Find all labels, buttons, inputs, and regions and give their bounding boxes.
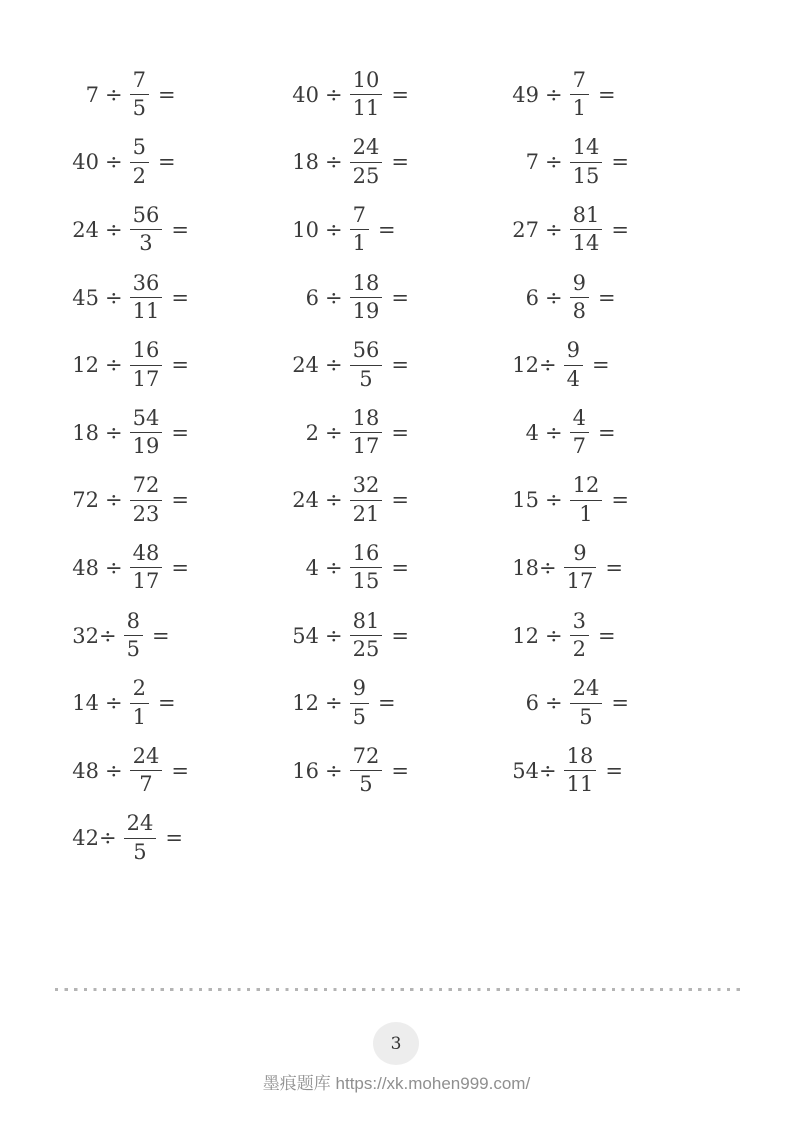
denominator: 17 — [352, 434, 380, 459]
dividend: 16 — [292, 758, 319, 783]
numerator: 32 — [350, 474, 383, 501]
denominator: 5 — [579, 704, 593, 729]
problem — [505, 677, 725, 729]
divide-sign: ÷ — [325, 150, 343, 175]
fraction — [130, 272, 163, 324]
dividend: 12 — [512, 353, 539, 378]
problem — [505, 542, 725, 594]
numerator: 56 — [350, 339, 383, 366]
numerator: 2 — [130, 677, 149, 704]
problem — [505, 136, 725, 188]
problem — [65, 69, 285, 121]
divide-sign: ÷ — [105, 353, 123, 378]
divide-sign: ÷ — [105, 555, 123, 580]
dividend: 32 — [72, 623, 99, 648]
denominator: 21 — [352, 501, 380, 526]
problem — [285, 610, 505, 662]
fraction — [350, 69, 383, 121]
fraction — [130, 542, 163, 594]
problem — [65, 812, 285, 864]
denominator: 1 — [579, 501, 593, 526]
dividend: 12 — [292, 691, 319, 716]
numerator: 5 — [130, 136, 149, 163]
denominator: 1 — [572, 96, 586, 121]
dividend: 27 — [512, 217, 539, 242]
problem-row — [65, 805, 745, 873]
fraction — [570, 677, 603, 729]
problem — [285, 272, 505, 324]
divide-sign: ÷ — [545, 488, 563, 513]
problem — [65, 407, 285, 459]
problem — [65, 272, 285, 324]
divide-sign: ÷ — [105, 217, 123, 242]
dividend: 6 — [525, 691, 539, 716]
numerator: 16 — [350, 542, 383, 569]
denominator: 1 — [132, 704, 146, 729]
fraction — [130, 745, 163, 797]
denominator: 11 — [352, 96, 380, 121]
numerator: 36 — [130, 272, 163, 299]
divide-sign: ÷ — [325, 217, 343, 242]
numerator: 24 — [130, 745, 163, 772]
equals-sign: = — [171, 217, 189, 242]
equals-sign: = — [597, 82, 616, 107]
divide-sign: ÷ — [105, 488, 123, 513]
fraction — [130, 204, 163, 256]
numerator: 9 — [564, 339, 583, 366]
denominator: 25 — [352, 163, 380, 188]
equals-sign: = — [605, 758, 623, 783]
problem — [505, 407, 725, 459]
fraction — [130, 136, 149, 188]
fraction — [124, 812, 157, 864]
divide-sign: ÷ — [539, 353, 557, 378]
dividend: 24 — [292, 353, 319, 378]
divide-sign: ÷ — [105, 150, 123, 175]
divide-sign: ÷ — [99, 623, 117, 648]
denominator: 15 — [572, 163, 600, 188]
problem — [505, 339, 725, 391]
numerator: 9 — [350, 677, 369, 704]
numerator: 81 — [570, 204, 603, 231]
page-number-badge — [373, 1022, 419, 1065]
equals-sign: = — [391, 488, 409, 513]
equals-sign: = — [377, 691, 396, 716]
denominator: 14 — [572, 231, 600, 256]
equals-sign: = — [611, 488, 629, 513]
problem — [505, 474, 725, 526]
problem-row — [65, 61, 745, 129]
divide-sign: ÷ — [545, 420, 563, 445]
numerator: 14 — [570, 136, 603, 163]
problem-row — [65, 669, 745, 737]
numerator: 16 — [130, 339, 163, 366]
problem — [285, 745, 505, 797]
denominator: 17 — [132, 366, 160, 391]
equals-sign: = — [391, 82, 409, 107]
equals-sign: = — [157, 150, 176, 175]
problem — [65, 745, 285, 797]
denominator: 7 — [139, 772, 153, 797]
denominator: 2 — [572, 637, 586, 662]
fraction — [570, 204, 603, 256]
divide-sign: ÷ — [325, 420, 343, 445]
fraction — [130, 677, 149, 729]
denominator: 5 — [352, 704, 366, 729]
denominator: 8 — [572, 299, 586, 324]
divide-sign: ÷ — [105, 285, 123, 310]
fraction — [564, 745, 597, 797]
problem-row — [65, 602, 745, 670]
denominator: 5 — [126, 637, 140, 662]
denominator: 5 — [359, 366, 373, 391]
dividend: 24 — [72, 217, 99, 242]
divide-sign: ÷ — [325, 353, 343, 378]
numerator: 72 — [130, 474, 163, 501]
numerator: 9 — [564, 542, 597, 569]
fraction — [570, 407, 589, 459]
numerator: 54 — [130, 407, 163, 434]
dividend: 40 — [72, 150, 99, 175]
divide-sign: ÷ — [105, 758, 123, 783]
divide-sign: ÷ — [545, 623, 563, 648]
denominator: 15 — [352, 569, 380, 594]
fraction — [130, 339, 163, 391]
fraction — [124, 610, 143, 662]
equals-sign: = — [391, 285, 409, 310]
denominator: 5 — [132, 96, 146, 121]
equals-sign: = — [591, 353, 610, 378]
equals-sign: = — [157, 691, 176, 716]
numerator: 9 — [570, 272, 589, 299]
divide-sign: ÷ — [545, 285, 563, 310]
dividend: 54 — [292, 623, 319, 648]
problems-grid — [65, 61, 745, 872]
problem-row — [65, 534, 745, 602]
problem — [65, 542, 285, 594]
equals-sign: = — [391, 623, 409, 648]
fraction — [564, 339, 583, 391]
equals-sign: = — [597, 623, 616, 648]
problem — [285, 407, 505, 459]
problem — [285, 204, 505, 256]
problem — [505, 204, 725, 256]
problem — [65, 677, 285, 729]
divide-sign: ÷ — [545, 691, 563, 716]
equals-sign: = — [151, 623, 170, 648]
equals-sign: = — [391, 420, 409, 445]
problem — [285, 542, 505, 594]
fraction — [570, 272, 589, 324]
equals-sign: = — [597, 420, 616, 445]
denominator: 19 — [132, 434, 160, 459]
fraction — [570, 610, 589, 662]
equals-sign: = — [171, 353, 189, 378]
dividend: 15 — [512, 488, 539, 513]
numerator: 7 — [570, 69, 589, 96]
page-number: 3 — [390, 1033, 402, 1054]
equals-sign: = — [171, 488, 189, 513]
dotted-divider — [55, 988, 740, 991]
equals-sign: = — [611, 691, 629, 716]
dividend: 7 — [525, 150, 539, 175]
denominator: 17 — [132, 569, 160, 594]
denominator: 5 — [359, 772, 373, 797]
numerator: 18 — [564, 745, 597, 772]
equals-sign: = — [171, 555, 189, 580]
problem-row — [65, 399, 745, 467]
divide-sign: ÷ — [325, 623, 343, 648]
problem-row — [65, 129, 745, 197]
denominator: 2 — [132, 163, 146, 188]
problem — [285, 136, 505, 188]
dividend: 48 — [72, 555, 99, 580]
dividend: 4 — [305, 555, 319, 580]
problem — [505, 272, 725, 324]
dividend: 72 — [72, 488, 99, 513]
divide-sign: ÷ — [325, 82, 343, 107]
dividend: 54 — [512, 758, 539, 783]
numerator: 7 — [130, 69, 149, 96]
fraction — [130, 474, 163, 526]
fraction — [130, 407, 163, 459]
fraction — [350, 542, 383, 594]
numerator: 24 — [124, 812, 157, 839]
problem — [285, 677, 505, 729]
numerator: 56 — [130, 204, 163, 231]
dividend: 42 — [72, 826, 99, 851]
denominator: 5 — [133, 839, 147, 864]
problem — [65, 610, 285, 662]
problem — [285, 474, 505, 526]
dividend: 7 — [85, 82, 99, 107]
denominator: 7 — [572, 434, 586, 459]
divide-sign: ÷ — [105, 691, 123, 716]
problem — [285, 69, 505, 121]
divide-sign: ÷ — [539, 758, 557, 783]
equals-sign: = — [171, 420, 189, 445]
fraction — [130, 69, 149, 121]
denominator: 11 — [566, 772, 594, 797]
equals-sign: = — [165, 826, 183, 851]
problem — [65, 204, 285, 256]
problem — [65, 136, 285, 188]
fraction — [350, 745, 383, 797]
problem-row — [65, 331, 745, 399]
divide-sign: ÷ — [325, 555, 343, 580]
denominator: 11 — [132, 299, 160, 324]
divide-sign: ÷ — [545, 150, 563, 175]
dividend: 45 — [72, 285, 99, 310]
numerator: 24 — [350, 136, 383, 163]
fraction — [350, 204, 369, 256]
divide-sign: ÷ — [539, 555, 557, 580]
divide-sign: ÷ — [325, 488, 343, 513]
dividend: 18 — [512, 555, 539, 580]
fraction — [350, 339, 383, 391]
problem-row — [65, 467, 745, 535]
dividend: 12 — [72, 353, 99, 378]
denominator: 19 — [352, 299, 380, 324]
problem — [505, 745, 725, 797]
equals-sign: = — [377, 217, 396, 242]
numerator: 3 — [570, 610, 589, 637]
equals-sign: = — [391, 758, 409, 783]
problem-row — [65, 737, 745, 805]
dividend: 18 — [72, 420, 99, 445]
denominator: 1 — [352, 231, 366, 256]
divide-sign: ÷ — [545, 217, 563, 242]
denominator: 23 — [132, 501, 160, 526]
denominator: 3 — [139, 231, 153, 256]
denominator: 4 — [566, 366, 580, 391]
numerator: 48 — [130, 542, 163, 569]
divide-sign: ÷ — [105, 420, 123, 445]
problem — [65, 339, 285, 391]
dividend: 49 — [512, 82, 539, 107]
equals-sign: = — [611, 150, 629, 175]
numerator: 18 — [350, 407, 383, 434]
dividend: 18 — [292, 150, 319, 175]
divide-sign: ÷ — [325, 758, 343, 783]
denominator: 17 — [566, 569, 594, 594]
problem-row — [65, 196, 745, 264]
fraction — [570, 69, 589, 121]
divide-sign: ÷ — [325, 285, 343, 310]
fraction — [350, 610, 383, 662]
numerator: 4 — [570, 407, 589, 434]
equals-sign: = — [391, 353, 409, 378]
dividend: 6 — [305, 285, 319, 310]
equals-sign: = — [171, 285, 189, 310]
numerator: 81 — [350, 610, 383, 637]
problem — [505, 69, 725, 121]
dividend: 2 — [305, 420, 319, 445]
equals-sign: = — [605, 555, 623, 580]
equals-sign: = — [171, 758, 189, 783]
divide-sign: ÷ — [99, 826, 117, 851]
equals-sign: = — [597, 285, 616, 310]
fraction — [350, 474, 383, 526]
dividend: 12 — [512, 623, 539, 648]
dividend: 40 — [292, 82, 319, 107]
fraction — [570, 136, 603, 188]
dividend: 6 — [525, 285, 539, 310]
equals-sign: = — [391, 150, 409, 175]
fraction — [350, 677, 369, 729]
divide-sign: ÷ — [325, 691, 343, 716]
problem — [65, 474, 285, 526]
equals-sign: = — [157, 82, 176, 107]
fraction — [564, 542, 597, 594]
divide-sign: ÷ — [105, 82, 123, 107]
problem — [505, 610, 725, 662]
equals-sign: = — [611, 217, 629, 242]
dividend: 14 — [72, 691, 99, 716]
problem — [285, 339, 505, 391]
numerator: 7 — [350, 204, 369, 231]
numerator: 12 — [570, 474, 603, 501]
fraction — [570, 474, 603, 526]
denominator: 25 — [352, 637, 380, 662]
dividend: 4 — [525, 420, 539, 445]
problem-row — [65, 264, 745, 332]
numerator: 10 — [350, 69, 383, 96]
numerator: 24 — [570, 677, 603, 704]
fraction — [350, 136, 383, 188]
numerator: 72 — [350, 745, 383, 772]
dividend: 10 — [292, 217, 319, 242]
numerator: 8 — [124, 610, 143, 637]
dividend: 24 — [292, 488, 319, 513]
numerator: 18 — [350, 272, 383, 299]
fraction — [350, 407, 383, 459]
equals-sign: = — [391, 555, 409, 580]
divide-sign: ÷ — [545, 82, 563, 107]
dividend: 48 — [72, 758, 99, 783]
fraction — [350, 272, 383, 324]
footer-site-text: 墨痕题库 https://xk.mohen999.com/ — [262, 1074, 531, 1093]
